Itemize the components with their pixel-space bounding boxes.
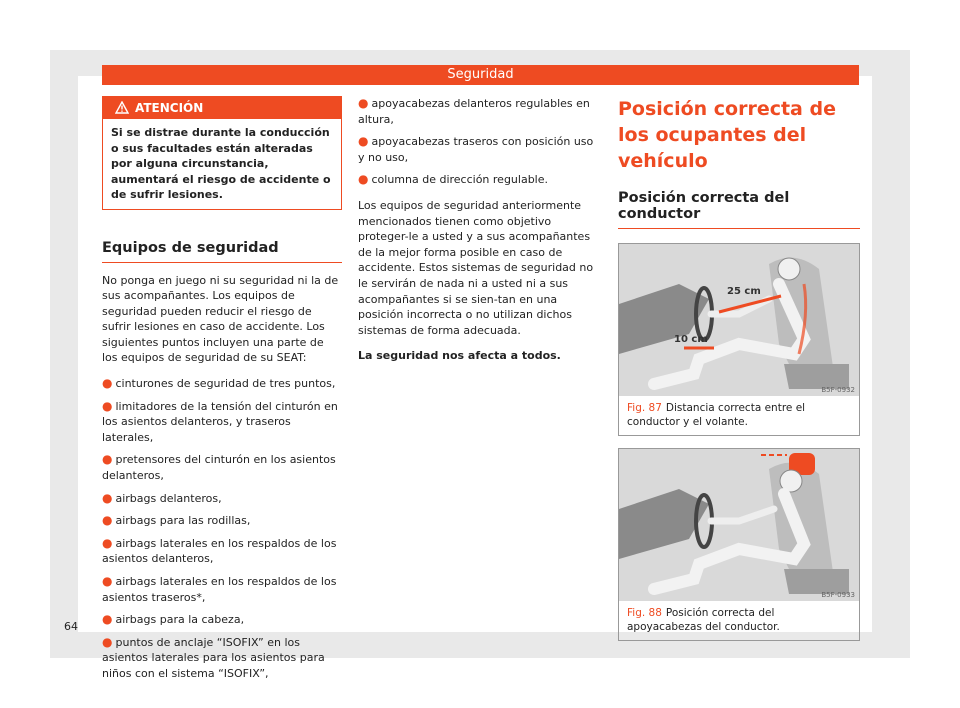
bullet-icon: ● — [102, 376, 113, 391]
figure-code: B5F-0932 — [821, 386, 855, 394]
warning-box — [102, 96, 342, 210]
bullet-icon: ● — [358, 96, 369, 110]
equipment-closing-bold: La seguridad nos afecta a todos. — [358, 349, 561, 363]
bullet-icon: ● — [102, 490, 113, 505]
equipment-list-continued — [358, 96, 602, 188]
figure-88 — [618, 448, 860, 641]
figure-label: Fig. 88 — [627, 607, 662, 619]
driver-distance-illustration — [619, 244, 859, 396]
section-header: Seguridad — [102, 65, 859, 85]
list-item: ● airbags para la cabeza, — [102, 612, 245, 627]
list-item: ● airbags para las rodillas, — [102, 513, 251, 528]
bullet-icon: ● — [358, 134, 369, 149]
figure-caption — [619, 601, 859, 640]
bullet-icon: ● — [102, 612, 113, 627]
column-right — [618, 96, 860, 641]
posture-subtitle: Posición correcta del conductor — [618, 190, 860, 229]
bullet-icon: ● — [102, 452, 113, 467]
warning-label: ATENCIÓN — [135, 101, 204, 115]
equipment-list — [102, 376, 342, 682]
list-item: ● columna de dirección regulable. — [358, 172, 548, 187]
bullet-icon: ● — [358, 172, 369, 187]
equipment-closing: Los equipos de seguridad anteriormente mencionados tienen como objetivo proteger-le a usted y a sus acompañantes de la mejor forma posible en caso de accidente. Estos sistemas de seguridad no le servirán de nada ni a usted ni a sus acompañantes si se sien-tan en una posición incorrecta o no utilizan dichos sistemas de forma adecuada. — [358, 198, 594, 337]
column-middle — [358, 96, 602, 364]
list-item: ● limitadores de la tensión del cinturón en los asientos delanteros, y traseros laterales, — [102, 398, 338, 444]
distance-label-25: 25 cm — [727, 286, 761, 297]
figure-caption-text: Distancia correcta entre el conductor y el volante. — [627, 402, 806, 428]
list-item: ● apoyacabezas delanteros regulables en altura, — [358, 96, 590, 126]
equipment-title: Equipos de seguridad — [102, 240, 342, 263]
figure-87 — [618, 243, 860, 436]
list-item: ● airbags laterales en los respaldos de los asientos delanteros, — [102, 535, 337, 566]
posture-title: Posición correcta de los ocupantes del vehículo — [618, 98, 836, 172]
warning-triangle-icon — [115, 99, 129, 112]
warning-text: Si se distrae durante la conducción o sus facultades están alteradas por alguna circunstancia, aumentará el riesgo de accidente o de sufrir lesiones. — [111, 126, 331, 201]
bullet-icon: ● — [102, 398, 113, 413]
figure-code: B5F-0933 — [821, 591, 855, 599]
figure-caption-text: Posición correcta del apoyacabezas del conductor. — [627, 607, 780, 633]
figure-caption — [619, 396, 859, 435]
warning-header — [103, 97, 341, 119]
page-number: 64 — [64, 620, 78, 633]
headrest-illustration — [619, 449, 859, 601]
list-item: ● puntos de anclaje “ISOFIX” en los asientos laterales para los asientos para niños con el sistema “ISOFIX”, — [102, 634, 325, 680]
list-item: ● pretensores del cinturón en los asientos delanteros, — [102, 452, 336, 483]
list-item: ● cinturones de seguridad de tres puntos, — [102, 376, 336, 391]
column-left — [102, 96, 342, 682]
list-item: ● airbags laterales en los respaldos de los asientos traseros*, — [102, 574, 337, 604]
list-item: ● apoyacabezas traseros con posición uso y no uso, — [358, 134, 594, 164]
list-item: ● airbags delanteros, — [102, 490, 222, 505]
bullet-icon: ● — [102, 574, 113, 588]
equipment-intro: No ponga en juego ni su seguridad ni la de sus acompañantes. Los equipos de seguridad pueden reducir el riesgo de sufrir lesiones en caso de accidente. Los siguientes puntos incluyen una parte de los equipos de seguridad de su SEAT: — [102, 273, 339, 365]
bullet-icon: ● — [102, 535, 113, 550]
bullet-icon: ● — [102, 634, 113, 649]
figure-label: Fig. 87 — [627, 402, 662, 414]
bullet-icon: ● — [102, 513, 113, 528]
distance-label-10: 10 cm — [674, 334, 708, 345]
